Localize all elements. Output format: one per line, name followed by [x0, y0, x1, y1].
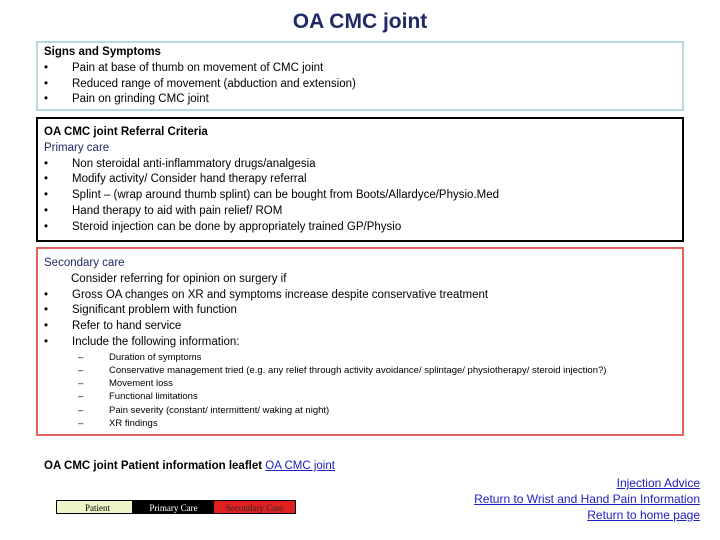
secondary-care-button[interactable]: Secondary Care — [213, 500, 296, 514]
secondary-care-label: Secondary care — [44, 257, 125, 269]
list-item: • Non steroidal anti-inflammatory drugs/analgesia — [44, 157, 316, 170]
primary-care-button[interactable]: Primary Care — [132, 500, 215, 514]
home-link[interactable]: Return to home page — [587, 508, 700, 522]
secondary-care-box — [36, 247, 684, 436]
nav-links — [474, 475, 700, 523]
primary-care-label: Primary care — [44, 141, 110, 154]
list-item: • Significant problem with function — [44, 304, 237, 317]
secondary-intro: Consider referring for opinion on surgery if — [71, 272, 287, 285]
leaflet-link[interactable]: OA CMC joint — [265, 460, 335, 472]
list-item: • Refer to hand service — [44, 320, 182, 333]
signs-symptoms-box — [36, 41, 684, 111]
list-item: – XR findings — [78, 417, 158, 429]
list-item: • Modify activity/ Consider hand therapy referral — [44, 173, 307, 186]
leaflet-line — [44, 460, 335, 472]
list-item: – Conservative management tried (e.g. any relief through activity avoidance/ splintage/ physiotherapy/ steroid injection?) — [78, 364, 607, 376]
list-item: • Gross OA changes on XR and symptoms increase despite conservative treatment — [44, 288, 489, 301]
list-item: • Hand therapy to aid with pain relief/ ROM — [44, 204, 283, 217]
list-item: • Pain at base of thumb on movement of CMC joint — [44, 61, 324, 74]
list-item: • Splint – (wrap around thumb splint) can be bought from Boots/Allardyce/Physio.Med — [44, 189, 499, 202]
page-title: OA CMC joint — [292, 10, 428, 33]
patient-button[interactable]: Patient — [56, 500, 139, 514]
list-item: • Include the following information: — [44, 335, 240, 348]
list-item: • Reduced range of movement (abduction and extension) — [44, 77, 356, 90]
leaflet-label: OA CMC joint Patient information leaflet — [44, 460, 263, 472]
list-item: • Pain on grinding CMC joint — [44, 93, 209, 106]
list-item: – Functional limitations — [78, 391, 198, 403]
list-item: – Pain severity (constant/ intermittent/ waking at night) — [78, 404, 330, 416]
referral-heading: OA CMC joint Referral Criteria — [44, 126, 208, 138]
list-item: – Movement loss — [78, 378, 173, 390]
info-sublist — [44, 351, 676, 430]
list-item: • Steroid injection can be done by appropriately trained GP/Physio — [44, 220, 402, 233]
injection-advice-link[interactable]: Injection Advice — [616, 476, 700, 490]
signs-heading: Signs and Symptoms — [44, 46, 161, 58]
wrist-hand-link[interactable]: Return to Wrist and Hand Pain Information — [474, 492, 700, 506]
list-item: – Duration of symptoms — [78, 351, 202, 363]
primary-care-box — [36, 117, 684, 242]
